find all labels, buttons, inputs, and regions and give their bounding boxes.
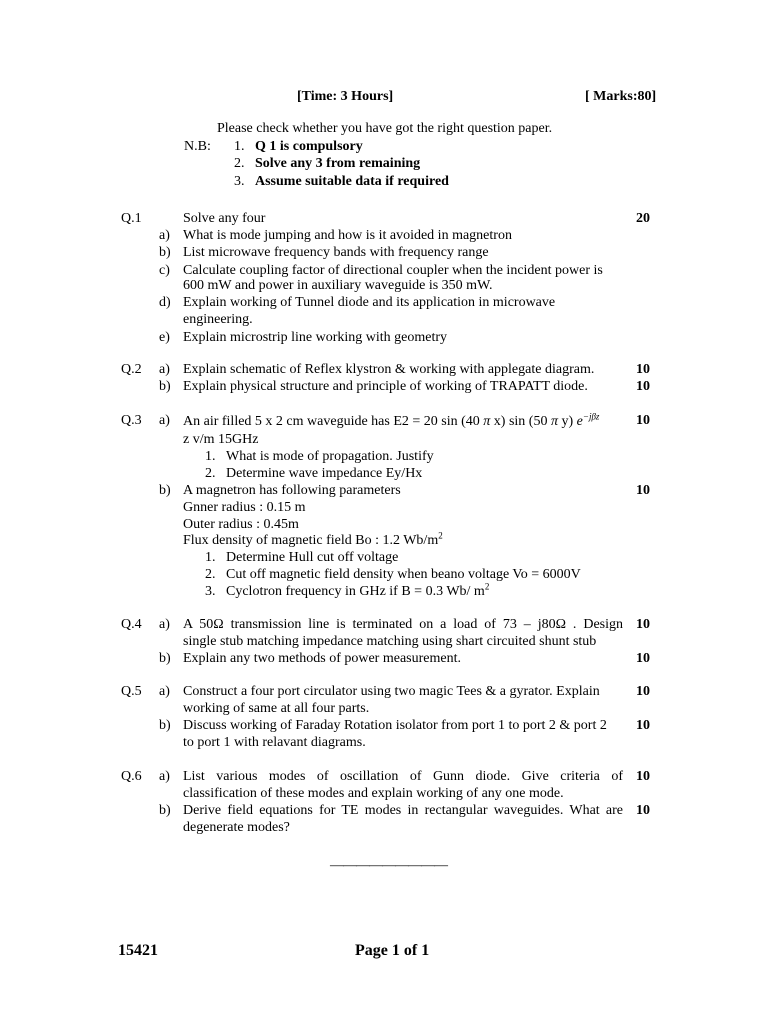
question-marks: 10	[636, 617, 650, 632]
end-of-paper-line: —————————	[330, 858, 447, 873]
subquestion-text: Explain any two methods of power measurement.	[183, 651, 461, 666]
subquestion-text: Outer radius : 0.45m	[183, 517, 299, 532]
instruction-text: Q 1 is compulsory	[255, 139, 363, 154]
subquestion-text: Derive field equations for TE modes in rectangular waveguides. What are	[183, 803, 623, 818]
equation-text: y)	[561, 414, 574, 429]
instruction-num: 2.	[234, 156, 245, 171]
subquestion-text: What is mode jumping and how is it avoided in magnetron	[183, 228, 512, 243]
question-marks: 10	[636, 379, 650, 394]
superscript: 2	[484, 581, 490, 592]
question-number: Q.2	[121, 362, 142, 377]
subquestion-text: single stub matching impedance matching using shart circuited shunt stub	[183, 634, 597, 649]
subquestion-text: z v/m 15GHz	[183, 432, 259, 447]
question-number: Q.4	[121, 617, 142, 632]
subquestion-label: b)	[159, 379, 171, 394]
question-number: Q.1	[121, 211, 142, 226]
question-marks: 10	[636, 413, 650, 428]
subquestion-label: c)	[159, 263, 170, 278]
subquestion-label: e)	[159, 330, 170, 345]
subquestion-text: to port 1 with relavant diagrams.	[183, 735, 366, 750]
pi-symbol: π	[483, 414, 491, 429]
question-marks: 10	[636, 483, 650, 498]
subquestion-text: Construct a four port circulator using two magic Tees & a gyrator. Explain	[183, 684, 600, 699]
subquestion-label: a)	[159, 362, 170, 377]
subquestion-text: Explain physical structure and principle of working of TRAPATT diode.	[183, 379, 588, 394]
question-marks: 10	[636, 651, 650, 666]
instruction-num: 3.	[234, 174, 245, 189]
question-marks: 10	[636, 684, 650, 699]
question-marks: 10	[636, 769, 650, 784]
subquestion-label: b)	[159, 483, 171, 498]
page-number: Page 1 of 1	[355, 942, 430, 959]
equation-text: An air filled 5 x 2 cm waveguide has E2 = 20 sin (40	[183, 414, 480, 429]
subquestion-label: a)	[159, 617, 170, 632]
question-number: Q.5	[121, 684, 142, 699]
equation-text: x) sin (50	[493, 414, 548, 429]
item-num: 1.	[205, 449, 216, 464]
subquestion-text: Explain schematic of Reflex klystron & working with applegate diagram.	[183, 362, 595, 377]
subquestion-text	[183, 413, 599, 430]
check-paper-note: Please check whether you have got the right question paper.	[217, 121, 553, 136]
pi-symbol: π	[550, 414, 558, 429]
subquestion-label: a)	[159, 413, 170, 428]
item-text: Determine Hull cut off voltage	[226, 550, 399, 565]
subquestion-text: A magnetron has following parameters	[183, 483, 401, 498]
subquestion-label: b)	[159, 245, 171, 260]
subquestion-text: Discuss working of Faraday Rotation isolator from port 1 to port 2 & port 2	[183, 718, 607, 733]
subquestion-label: b)	[159, 803, 171, 818]
question-marks: 10	[636, 362, 650, 377]
exam-total-marks: [ Marks:80]	[585, 89, 657, 104]
subquestion-text: Explain working of Tunnel diode and its application in microwave	[183, 295, 556, 310]
item-num: 2.	[205, 466, 216, 481]
instruction-text: Solve any 3 from remaining	[255, 156, 421, 171]
instruction-text: Assume suitable data if required	[255, 174, 449, 189]
superscript: 2	[438, 530, 443, 541]
question-marks: 20	[636, 211, 650, 226]
subquestion-text: working of same at all four parts.	[183, 701, 370, 716]
subquestion-text: degenerate modes?	[183, 820, 290, 835]
subquestion-text: Gnner radius : 0.15 m	[183, 500, 306, 515]
nb-label: N.B:	[184, 139, 211, 154]
item-text: Cut off magnetic field density when beano voltage Vo = 6000V	[226, 567, 581, 582]
subquestion-label: b)	[159, 718, 171, 733]
exam-time: [Time: 3 Hours]	[297, 89, 394, 104]
subquestion-label: a)	[159, 228, 170, 243]
question-marks: 10	[636, 803, 650, 818]
subquestion-text: Explain microstrip line working with geometry	[183, 330, 448, 345]
item-text: What is mode of propagation. Justify	[226, 449, 434, 464]
item-num: 2.	[205, 567, 216, 582]
item-text	[226, 583, 489, 600]
subquestion-text: A 50Ω transmission line is terminated on a load of 73 – j80Ω . Design	[183, 617, 623, 632]
exponent: −jβz	[582, 411, 600, 422]
subquestion-text: engineering.	[183, 312, 253, 327]
cyclotron-text: Cyclotron frequency in GHz if B = 0.3 Wb/ m	[226, 584, 485, 599]
subquestion-label: b)	[159, 651, 171, 666]
subquestion-label: a)	[159, 684, 170, 699]
subquestion-text: List microwave frequency bands with frequency range	[183, 245, 489, 260]
question-marks: 10	[636, 718, 650, 733]
question-intro: Solve any four	[183, 211, 266, 226]
subquestion-text: List various modes of oscillation of Gunn diode. Give criteria of	[183, 769, 623, 784]
subquestion-label: d)	[159, 295, 171, 310]
question-number: Q.3	[121, 413, 142, 428]
item-text: Determine wave impedance Ey/Hx	[226, 466, 423, 481]
exponential-base: e	[576, 414, 583, 429]
item-num: 3.	[205, 584, 216, 599]
flux-density-text: Flux density of magnetic field Bo : 1.2 Wb/m	[183, 533, 439, 548]
instruction-num: 1.	[234, 139, 245, 154]
subquestion-text: 600 mW and power in auxiliary waveguide is 350 mW.	[183, 278, 493, 293]
subquestion-text: classification of these modes and explain working of any one mode.	[183, 786, 564, 801]
paper-code: 15421	[118, 942, 158, 959]
subquestion-text	[183, 532, 443, 549]
subquestion-label: a)	[159, 769, 170, 784]
item-num: 1.	[205, 550, 216, 565]
question-number: Q.6	[121, 769, 142, 784]
subquestion-text: Calculate coupling factor of directional coupler when the incident power is	[183, 263, 603, 278]
